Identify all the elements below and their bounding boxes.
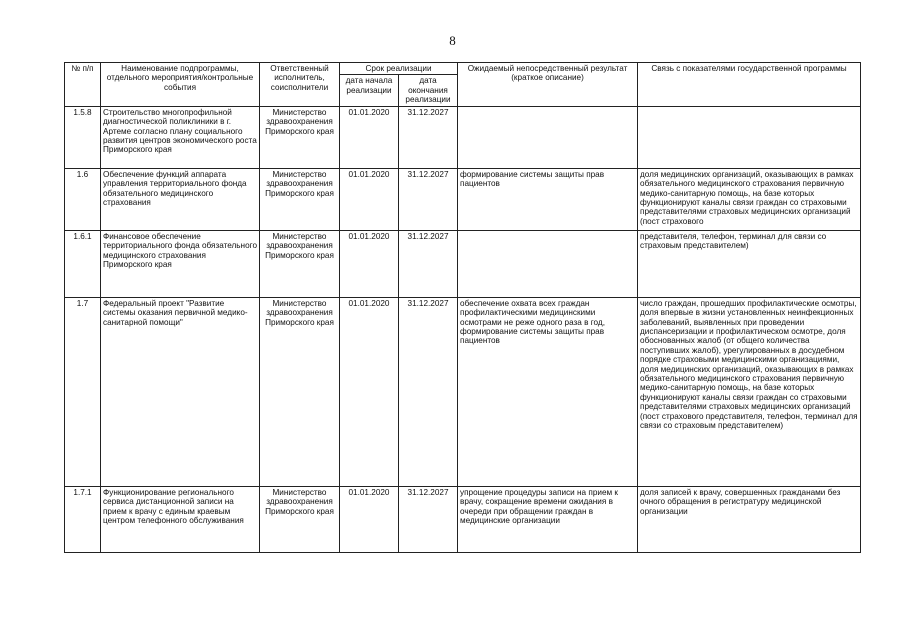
row-number: 1.7 [65,297,101,486]
row-number: 1.6 [65,168,101,230]
row-responsible: Министерство здравоохранения Приморского края [260,297,340,486]
row-start-date: 01.01.2020 [340,486,399,552]
row-link: число граждан, прошедших профилактические осмотры, доля впервые в жизни установленных неинфекционных заболеваний, выявленных при проведении диспансеризации и профилактическом осмотре, доля обоснованных жалоб (от общего количества поступивших жалоб), урегулированных в досудебном порядке страховыми медицинскими организациями, доля медицинских организаций, оказывающих в рамках обязательного медицинского страхования первичную медико-санитарную помощь, на базе которых функционируют каналы связи граждан со страховыми представителями страховых медицинских организаций (пост страхового представителя, телефон, терминал для связи со страховым представителем) [638,297,861,486]
program-table [64,62,861,553]
row-responsible: Министерство здравоохранения Приморского края [260,168,340,230]
header-name: Наименование подпрограммы, отдельного мероприятия/контрольные события [101,63,260,107]
row-responsible: Министерство здравоохранения Приморского края [260,106,340,168]
header-end: дата окончания реализации [399,75,458,106]
row-start-date: 01.01.2020 [340,230,399,297]
row-end-date: 31.12.2027 [399,297,458,486]
row-result: обеспечение охвата всех граждан профилактическими медицинскими осмотрами не реже одного раза в год, формирование системы защиты прав пациентов [458,297,638,486]
row-link [638,106,861,168]
table-row [65,168,861,230]
row-end-date: 31.12.2027 [399,106,458,168]
row-number: 1.5.8 [65,106,101,168]
table-body [65,106,861,552]
table-row [65,486,861,552]
table-row [65,106,861,168]
row-name: Федеральный проект "Развитие системы оказания первичной медико-санитарной помощи" [101,297,260,486]
row-responsible: Министерство здравоохранения Приморского края [260,230,340,297]
row-result: упрощение процедуры записи на прием к врачу, сокращение времени ожидания в очереди при обращении граждан в медицинские организации [458,486,638,552]
row-link: доля медицинских организаций, оказывающих в рамках обязательного медицинского страхования первичную медико-санитарную помощь, на базе которых функционируют каналы связи граждан со страховыми представителями страховых медицинских организаций (пост страхового [638,168,861,230]
row-link: представителя, телефон, терминал для связи со страховым представителем) [638,230,861,297]
row-link: доля записей к врачу, совершенных гражданами без очного обращения в регистратуру медицинской организации [638,486,861,552]
header-result: Ожидаемый непосредственный результат (краткое описание) [458,63,638,107]
header-link: Связь с показателями государственной программы [638,63,861,107]
row-start-date: 01.01.2020 [340,168,399,230]
row-result: формирование системы защиты прав пациентов [458,168,638,230]
row-name: Финансовое обеспечение территориального фонда обязательного медицинского страхования Приморского края [101,230,260,297]
header-period: Срок реализации [340,63,458,75]
header-num: № п/п [65,63,101,107]
row-start-date: 01.01.2020 [340,106,399,168]
row-name: Обеспечение функций аппарата управления территориального фонда обязательного медицинского страхования [101,168,260,230]
row-result [458,230,638,297]
table-row [65,230,861,297]
table-header [65,63,861,107]
table-row [65,297,861,486]
header-responsible: Ответственный исполнитель, соисполнители [260,63,340,107]
row-number: 1.7.1 [65,486,101,552]
row-name: Функционирование регионального сервиса дистанционной записи на прием к врачу с единым краевым центром телефонного обслуживания [101,486,260,552]
row-end-date: 31.12.2027 [399,168,458,230]
row-responsible: Министерство здравоохранения Приморского края [260,486,340,552]
header-start: дата начала реализации [340,75,399,106]
row-end-date: 31.12.2027 [399,486,458,552]
row-number: 1.6.1 [65,230,101,297]
row-end-date: 31.12.2027 [399,230,458,297]
row-start-date: 01.01.2020 [340,297,399,486]
page-number: 8 [449,33,456,48]
row-result [458,106,638,168]
row-name: Строительство многопрофильной диагностической поликлиники в г. Артеме согласно плану социального развития центров экономического роста Приморского края [101,106,260,168]
